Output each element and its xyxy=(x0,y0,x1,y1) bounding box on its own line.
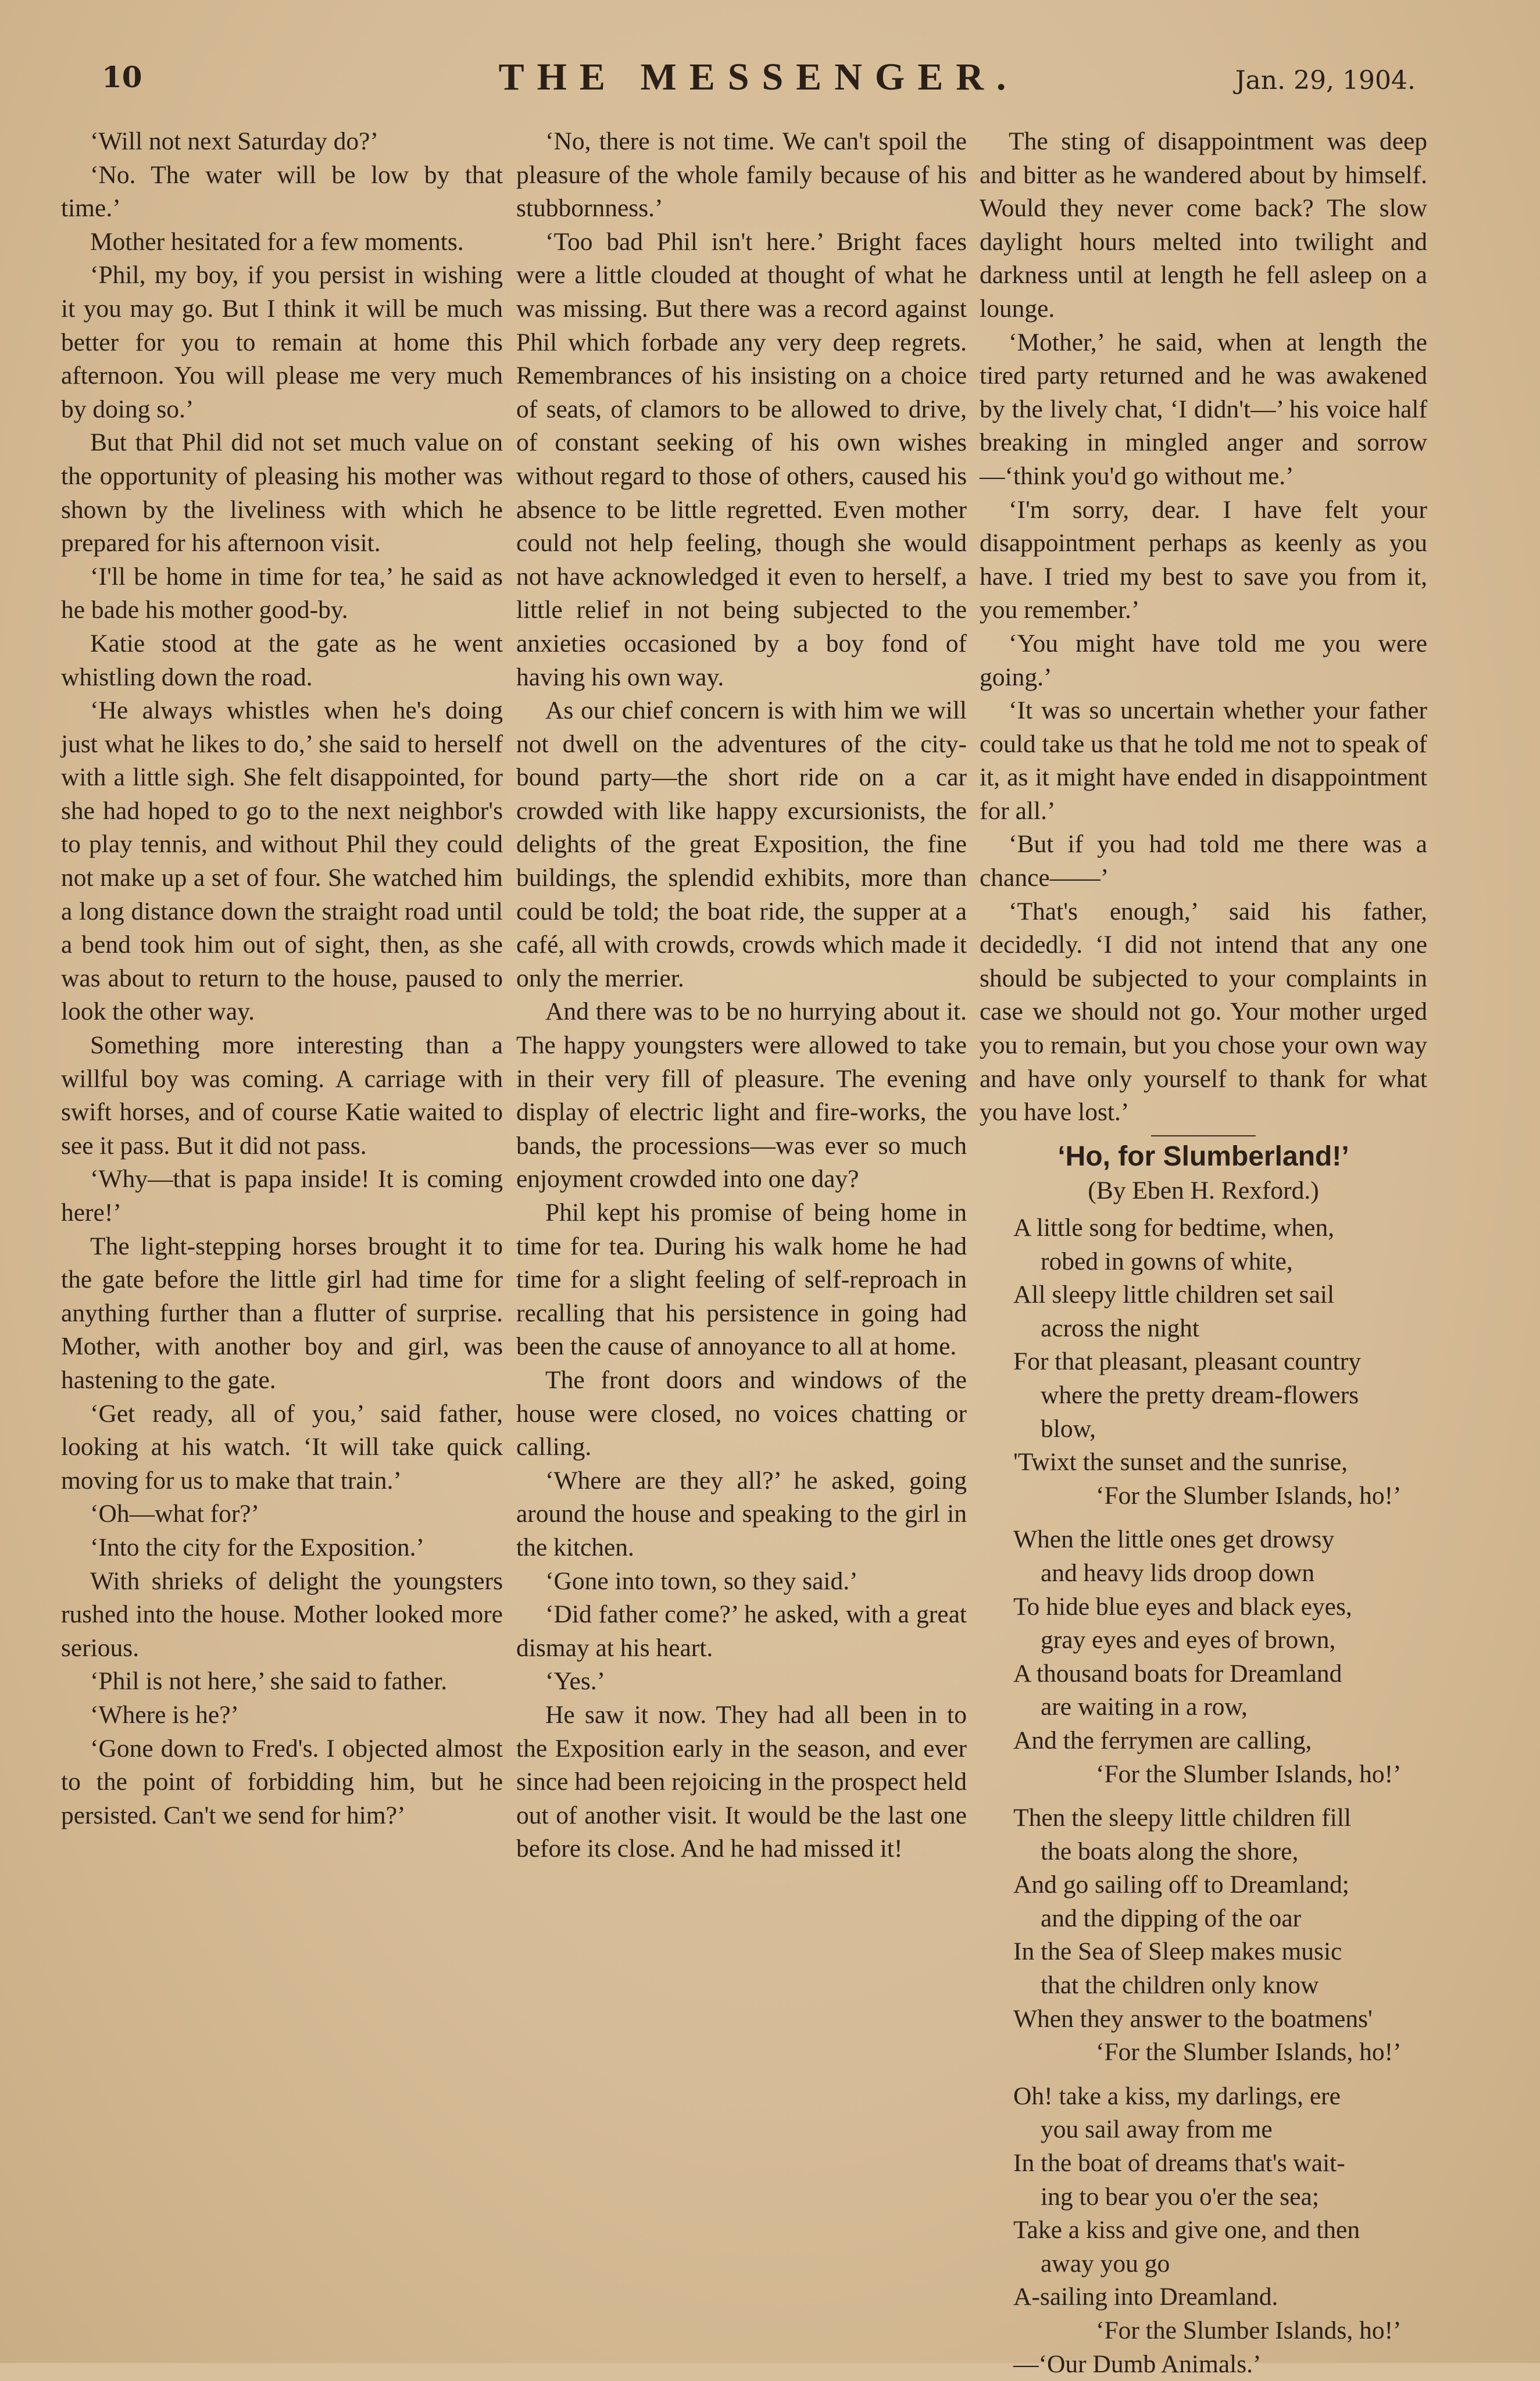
paragraph: Katie stood at the gate as he went whistling down the road. xyxy=(61,629,503,691)
poem-line: All sleepy little children set sail xyxy=(1013,1281,1335,1309)
paragraph: ‘You might have told me you were going.’ xyxy=(980,629,1427,691)
paragraph: ‘Phil, my boy, if you persist in wishing it you may go. But I think it will be much better for you to remain at home this afternoon. You will please me very much by doing so.’ xyxy=(61,261,503,423)
paragraph: ‘But if you had told me there was a chance——’ xyxy=(980,830,1427,892)
paragraph: ‘Into the city for the Exposition.’ xyxy=(90,1533,425,1561)
paragraph: As our chief concern is with him we will not dwell on the adventures of the city-bound party—the short ride on a car crowded with like happy excursionists, the delights of the great Exposition, the fine buildings, the splendid exhibits, more than could be told; the boat ride, the supper at a café, all with crowds, crowds which made it only the merrier. xyxy=(516,696,967,992)
poem-line: you sail away from me xyxy=(1041,2115,1273,2144)
poem-line: across the night xyxy=(1041,1314,1200,1342)
poem-line: that the children only know xyxy=(1041,1971,1319,2000)
paragraph: But that Phil did not set much value on the opportunity of pleasing his mother was shown by the liveliness with which he prepared for his afternoon visit. xyxy=(61,428,503,557)
poem-line: ‘For the Slumber Islands, ho!’ xyxy=(1096,1481,1402,1510)
poem-line: the boats along the shore, xyxy=(1041,1837,1299,1865)
poem-line: robed in gowns of white, xyxy=(1041,1247,1293,1275)
poem-line: A little song for bedtime, when, xyxy=(1013,1214,1335,1242)
paragraph: ‘Will not next Saturday do?’ xyxy=(90,127,378,155)
poem-line: blow, xyxy=(1041,1414,1096,1443)
paragraph: ‘Too bad Phil isn't here.’ Bright faces were a little clouded at thought of what he was missing. But there was a record against Phil which forbade any very deep regrets. Remembrances of his insisting on a choice of seats, of clamors to be allowed to drive, of constant seeking of his own wishes without regard to those of others, caused his absence to be little regretted. Even mother could not help feeling, though she would not have acknowledged it even to herself, a little relief in not being subjected to the anxieties occasioned by a boy fond of having his own way. xyxy=(516,227,967,691)
poem-line: And go sailing off to Dreamland; xyxy=(1013,1871,1349,1899)
issue-date: Jan. 29, 1904. xyxy=(1235,66,1416,95)
paragraph: ‘No. The water will be low by that time.’ xyxy=(61,160,503,223)
poem-line: away you go xyxy=(1041,2249,1170,2278)
column-2 xyxy=(516,125,967,1866)
paragraph: ‘Yes.’ xyxy=(545,1667,606,1696)
paragraph: And there was to be no hurrying about it. The happy youngsters were allowed to take in their very fill of pleasure. The evening display of electric light and fire-works, the bands, the processions—was ever so much enjoyment crowded into one day? xyxy=(516,998,967,1193)
paragraph: ‘Oh—what for?’ xyxy=(90,1500,260,1528)
paragraph: ‘I'm sorry, dear. I have felt your disappointment perhaps as keenly as you have. I tried my best to save you from it, you remember.’ xyxy=(980,495,1427,624)
poem-line: 'Twixt the sunset and the sunrise, xyxy=(1013,1448,1348,1476)
paragraph: ‘I'll be home in time for tea,’ he said as he bade his mother good-by. xyxy=(61,562,503,624)
poem-line: Then the sleepy little children fill xyxy=(1013,1804,1352,1832)
paragraph: ‘Where are they all?’ he asked, going around the house and speaking to the girl in the kitchen. xyxy=(516,1466,967,1561)
paragraph: He saw it now. They had all been in to the Exposition early in the season, and ever since had been rejoicing in the prospect held out of another visit. It would be the last one before its close. And he had missed it! xyxy=(516,1700,967,1863)
poem-line: When they answer to the boatmens' xyxy=(1013,2004,1373,2033)
paragraph: The front doors and windows of the house were closed, no voices chatting or calling. xyxy=(516,1365,967,1461)
poem-line: A thousand boats for Dreamland xyxy=(1013,1659,1342,1688)
paragraph: ‘Gone down to Fred's. I objected almost to the point of forbidding him, but he persisted. Can't we send for him?’ xyxy=(61,1734,503,1829)
poem-body xyxy=(980,1211,1427,2381)
paragraph: The sting of disappointment was deep and bitter as he wandered about by himself. Would they never come back? The slow daylight hours melted into twilight and darkness until at length he fell asleep on a lounge. xyxy=(980,127,1427,323)
paragraph: ‘Where is he?’ xyxy=(90,1700,240,1729)
paragraph: The light-stepping horses brought it to the gate before the little girl had time for anything further than a flutter of surprise. Mother, with another boy and girl, was hastening to the gate. xyxy=(61,1232,503,1394)
column-3 xyxy=(980,125,1427,2381)
paragraph: ‘No, there is not time. We can't spoil the pleasure of the whole family because of his stubbornness.’ xyxy=(516,127,967,223)
paragraph: ‘It was so uncertain whether your father could take us that he told me not to speak of it, as it might have ended in disappointment for all.’ xyxy=(980,696,1427,825)
page-number: 10 xyxy=(102,60,142,94)
poem-line: And the ferrymen are calling, xyxy=(1013,1726,1312,1754)
paragraph: ‘Phil is not here,’ she said to father. xyxy=(90,1667,448,1696)
poem-line: ‘For the Slumber Islands, ho!’ xyxy=(1096,1760,1402,1788)
poem-line: For that pleasant, pleasant country xyxy=(1013,1347,1361,1376)
paragraph: ‘Did father come?’ he asked, with a great dismay at his heart. xyxy=(516,1600,967,1662)
paragraph: ‘Why—that is papa inside! It is coming here!’ xyxy=(61,1165,503,1227)
poem-line: Take a kiss and give one, and then xyxy=(1013,2216,1360,2244)
poem-line: are waiting in a row, xyxy=(1041,1693,1248,1721)
poem-line: In the Sea of Sleep makes music xyxy=(1013,1937,1342,1966)
poem-author: (By Eben H. Rexford.) xyxy=(1088,1177,1319,1205)
poem-title: ‘Ho, for Slumberland!’ xyxy=(1057,1141,1349,1172)
paragraph: ‘That's enough,’ said his father, decidedly. ‘I did not intend that any one should be subjected to your complaints in case we should not go. Your mother urged you to remain, but you chose your own way and have only yourself to thank for what you have lost.’ xyxy=(980,897,1427,1127)
poem-line: In the boat of dreams that's wait- xyxy=(1013,2149,1345,2178)
masthead-title: THE MESSENGER. xyxy=(498,56,1019,98)
poem-line: Oh! take a kiss, my darlings, ere xyxy=(1013,2082,1341,2110)
column-1 xyxy=(61,125,503,1832)
poem-line: and heavy lids droop down xyxy=(1041,1558,1315,1587)
poem-line: ‘For the Slumber Islands, ho!’ xyxy=(1096,2316,1402,2344)
paragraph: ‘Gone into town, so they said.’ xyxy=(545,1567,858,1595)
poem-line: gray eyes and eyes of brown, xyxy=(1041,1626,1336,1654)
section-divider xyxy=(1151,1135,1256,1136)
paragraph: Phil kept his promise of being home in time for tea. During his walk home he had time for a slight feeling of self-reproach in recalling that his persistence in going had been the cause of annoyance to all at home. xyxy=(516,1199,967,1361)
paragraph: Something more interesting than a willful boy was coming. A carriage with swift horses, and of course Katie waited to see it pass. But it did not pass. xyxy=(61,1031,503,1160)
paragraph: ‘He always whistles when he's doing just what he likes to do,’ she said to herself with a little sigh. She felt disappointed, for she had hoped to go to the next neighbor's to play tennis, and without Phil they could not make up a set of four. She watched him a long distance down the straight road until a bend took him out of sight, then, as she was about to return to the house, paused to look the other way. xyxy=(61,696,503,1026)
paragraph: ‘Mother,’ he said, when at length the tired party returned and he was awakened by the lively chat, ‘I didn't—’ his voice half breaking in mingled anger and sorrow—‘think you'd go without me.’ xyxy=(980,328,1427,490)
paragraph: ‘Get ready, all of you,’ said father, looking at his watch. ‘It will take quick moving for us to make that train.’ xyxy=(61,1399,503,1495)
poem-line: ‘For the Slumber Islands, ho!’ xyxy=(1096,2038,1402,2067)
poem-line: When the little ones get drowsy xyxy=(1013,1525,1335,1554)
poem-line: —‘Our Dumb Animals.’ xyxy=(1013,2350,1262,2378)
paragraph: Mother hesitated for a few moments. xyxy=(90,227,464,256)
poem-line: and the dipping of the oar xyxy=(1041,1904,1302,1932)
story-conclusion xyxy=(980,125,1427,1129)
page-header xyxy=(102,55,1416,108)
poem-line: A-sailing into Dreamland. xyxy=(1013,2283,1278,2311)
paragraph: With shrieks of delight the youngsters rushed into the house. Mother looked more serious. xyxy=(61,1567,503,1662)
poem-line: where the pretty dream-flowers xyxy=(1041,1381,1359,1409)
poem-line: ing to bear you o'er the sea; xyxy=(1041,2182,1319,2211)
poem-line: To hide blue eyes and black eyes, xyxy=(1013,1592,1352,1621)
